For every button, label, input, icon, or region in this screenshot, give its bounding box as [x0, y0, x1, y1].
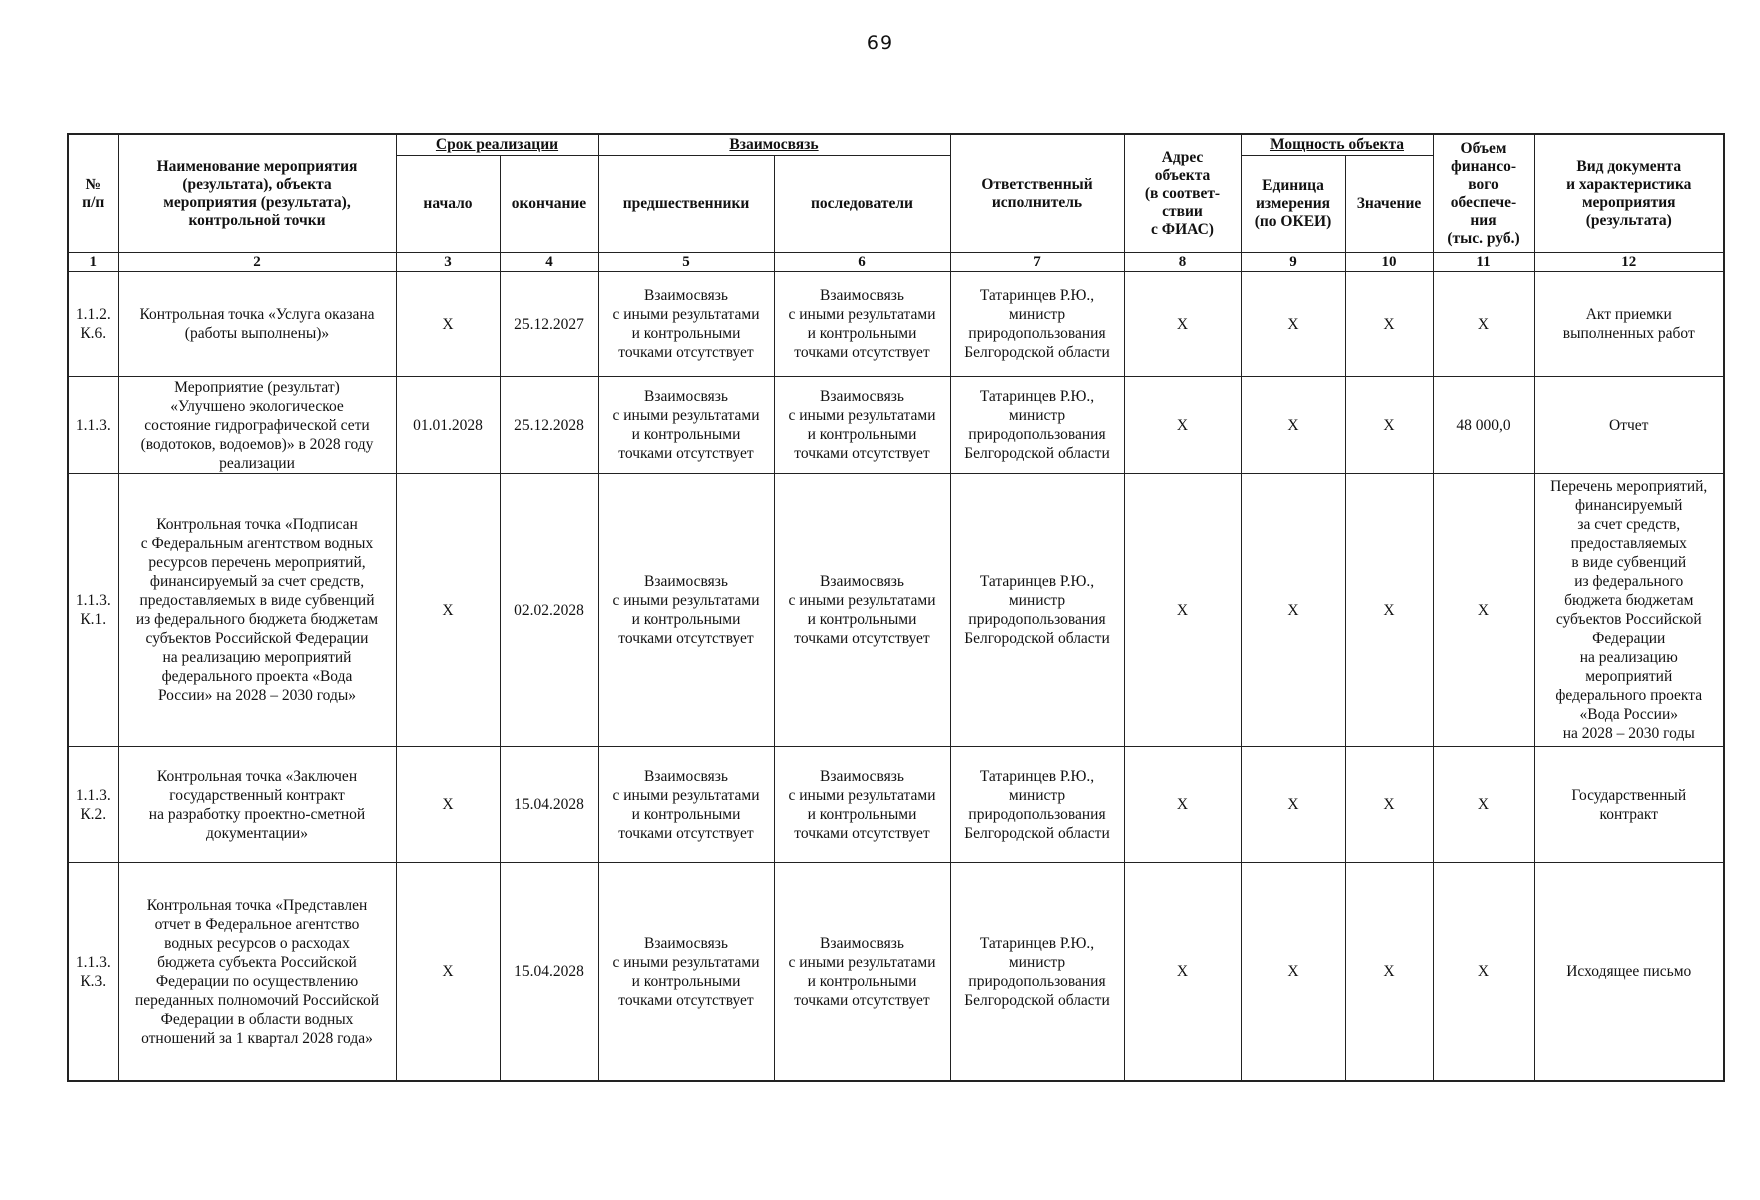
column-number: 10: [1345, 253, 1433, 272]
column-number: 8: [1124, 253, 1241, 272]
cell-line: финансируемый за счет средств,: [149, 573, 365, 590]
cell-line: министр: [1008, 786, 1066, 804]
cell-line: Единица: [1262, 177, 1324, 194]
cell-line: контракт: [1599, 805, 1658, 823]
cell-line: Контрольная точка «Подписан: [156, 516, 358, 533]
cell-line: и контрольными: [807, 426, 917, 443]
row-num: [68, 747, 118, 863]
header-predecessors: предшественники: [598, 156, 774, 253]
cell-line: природопользования: [968, 972, 1106, 990]
header-num: [68, 134, 118, 253]
row-responsible: [950, 747, 1124, 863]
cell-line: Татаринцев Р.Ю.,: [979, 287, 1095, 304]
column-number: 6: [774, 253, 950, 272]
cell-line: (результата): [1585, 211, 1672, 229]
cell-line: предоставляемых: [1570, 535, 1687, 552]
cell-line: мероприятия (результата),: [163, 193, 351, 211]
table-row: [68, 377, 1724, 474]
cell-line: Татаринцев Р.Ю.,: [979, 767, 1095, 785]
row-successors: [774, 272, 950, 377]
row-start: 01.01.2028: [396, 377, 500, 474]
cell-line: с иными результатами: [612, 407, 760, 424]
row-unit: X: [1241, 272, 1345, 377]
cell-line: Взаимосвязь: [644, 287, 728, 304]
cell-line: с иными результатами: [788, 306, 936, 323]
cell-line: и контрольными: [631, 805, 741, 823]
cell-line: Государственный: [1571, 786, 1687, 804]
cell-line: природопользования: [968, 325, 1106, 342]
row-unit: X: [1241, 747, 1345, 863]
table-row: [68, 863, 1724, 1082]
cell-line: Взаимосвязь: [820, 767, 904, 785]
row-address: X: [1124, 272, 1241, 377]
row-name: [118, 474, 396, 747]
header-address: [1124, 134, 1241, 253]
header-period: Срок реализации: [396, 134, 598, 156]
cell-line: с иными результатами: [788, 786, 936, 804]
cell-line: Взаимосвязь: [820, 934, 904, 952]
cell-line: Федерации в области водных: [160, 1010, 354, 1028]
cell-line: Татаринцев Р.Ю.,: [979, 934, 1095, 952]
column-number: 12: [1534, 253, 1724, 272]
header-capacity: Мощность объекта: [1241, 134, 1433, 156]
cell-line: отношений за 1 квартал 2028 года»: [141, 1029, 373, 1047]
row-funding: X: [1433, 272, 1534, 377]
row-unit: X: [1241, 863, 1345, 1082]
cell-line: «Улучшено экологическое: [170, 397, 344, 415]
row-num: [68, 863, 118, 1082]
row-num: [68, 272, 118, 377]
cell-line: ния: [1470, 211, 1497, 229]
row-address: X: [1124, 377, 1241, 474]
cell-line: точками отсутствует: [794, 630, 930, 647]
cell-line: Взаимосвязь: [820, 573, 904, 590]
cell-line: государственный контракт: [169, 786, 345, 804]
row-funding: X: [1433, 747, 1534, 863]
cell-line: Белгородской области: [964, 991, 1110, 1009]
cell-line: на разработку проектно-сметной: [148, 805, 366, 823]
cell-line: бюджета бюджетам: [1564, 592, 1694, 609]
cell-line: с Федеральным агентством водных: [140, 535, 374, 552]
cell-line: объекта: [1154, 166, 1211, 184]
cell-line: Взаимосвязь: [644, 934, 728, 952]
cell-line: с иными результатами: [788, 592, 936, 609]
cell-line: точками отсутствует: [794, 445, 930, 462]
cell-line: министр: [1008, 592, 1066, 609]
column-number: 2: [118, 253, 396, 272]
cell-line: России» на 2028 – 2030 годы»: [157, 687, 357, 704]
header-start: начало: [396, 156, 500, 253]
cell-line: и контрольными: [807, 972, 917, 990]
cell-line: переданных полномочий Российской: [134, 991, 380, 1009]
cell-line: бюджета субъекта Российской: [157, 953, 357, 971]
cell-line: Акт приемки: [1585, 306, 1672, 323]
cell-line: Татаринцев Р.Ю.,: [979, 573, 1095, 590]
row-successors: [774, 863, 950, 1082]
row-unit: X: [1241, 474, 1345, 747]
row-value: X: [1345, 747, 1433, 863]
cell-line: природопользования: [968, 805, 1106, 823]
row-start: X: [396, 863, 500, 1082]
row-funding: 48 000,0: [1433, 377, 1534, 474]
cell-line: и контрольными: [807, 805, 917, 823]
cell-line: федерального проекта: [1555, 687, 1703, 704]
row-start: X: [396, 272, 500, 377]
cell-line: и контрольными: [631, 972, 741, 990]
cell-line: Ответственный: [981, 175, 1093, 193]
column-number: 11: [1433, 253, 1534, 272]
cell-line: К.2.: [80, 805, 107, 823]
table-row: [68, 747, 1724, 863]
cell-line: (по ОКЕИ): [1254, 213, 1332, 230]
row-successors: [774, 474, 950, 747]
cell-line: Мероприятие (результат): [174, 378, 340, 396]
cell-line: Взаимосвязь: [820, 388, 904, 405]
row-predecessors: [598, 377, 774, 474]
cell-line: точками отсутствует: [618, 445, 754, 462]
cell-line: точками отсутствует: [618, 991, 754, 1009]
cell-line: с ФИАС): [1151, 220, 1214, 238]
cell-line: ствии: [1162, 202, 1203, 220]
cell-line: 1.1.3.: [75, 416, 111, 434]
cell-line: К.3.: [80, 972, 107, 990]
cell-line: и контрольными: [807, 611, 917, 628]
cell-line: документации»: [206, 824, 308, 842]
cell-line: Контрольная точка «Услуга оказана: [139, 306, 375, 323]
cell-line: Взаимосвязь: [644, 767, 728, 785]
header-link: Взаимосвязь: [598, 134, 950, 156]
row-responsible: [950, 377, 1124, 474]
cell-line: Наименование мероприятия: [156, 157, 358, 175]
cell-line: Исходящее письмо: [1566, 963, 1692, 980]
cell-line: выполненных работ: [1562, 325, 1695, 342]
column-numbers-row: [68, 253, 1724, 272]
cell-line: 1.1.2.: [75, 306, 111, 323]
row-predecessors: [598, 474, 774, 747]
row-responsible: [950, 863, 1124, 1082]
cell-line: Татаринцев Р.Ю.,: [979, 388, 1095, 405]
cell-line: с иными результатами: [612, 306, 760, 323]
cell-line: измерения: [1255, 195, 1331, 212]
row-name: [118, 377, 396, 474]
cell-line: на реализацию мероприятий: [162, 649, 352, 666]
cell-line: точками отсутствует: [618, 630, 754, 647]
cell-line: природопользования: [968, 426, 1106, 443]
row-end: 25.12.2028: [500, 377, 598, 474]
header-end: окончание: [500, 156, 598, 253]
cell-line: природопользования: [968, 611, 1106, 628]
plan-table: [67, 133, 1725, 1082]
cell-line: водных ресурсов о расходах: [164, 934, 350, 952]
cell-line: субъектов Российской Федерации: [145, 630, 369, 647]
cell-line: с иными результатами: [612, 786, 760, 804]
row-responsible: [950, 474, 1124, 747]
row-unit: X: [1241, 377, 1345, 474]
column-number: 9: [1241, 253, 1345, 272]
cell-line: с иными результатами: [612, 592, 760, 609]
row-predecessors: [598, 747, 774, 863]
cell-line: субъектов Российской: [1555, 611, 1702, 628]
cell-line: и контрольными: [631, 325, 741, 342]
cell-line: состояние гидрографической сети: [144, 416, 370, 434]
cell-line: с иными результатами: [612, 953, 760, 971]
cell-line: (тыс. руб.): [1447, 229, 1520, 247]
column-number: 4: [500, 253, 598, 272]
column-number: 1: [68, 253, 118, 272]
header-successors: последователи: [774, 156, 950, 253]
row-predecessors: [598, 863, 774, 1082]
cell-line: Взаимосвязь: [644, 573, 728, 590]
row-successors: [774, 747, 950, 863]
row-end: 25.12.2027: [500, 272, 598, 377]
cell-line: Взаимосвязь: [644, 388, 728, 405]
cell-line: (результата), объекта: [182, 175, 332, 193]
cell-line: в виде субвенций: [1571, 554, 1687, 571]
cell-line: Объем: [1460, 139, 1507, 157]
cell-line: и контрольными: [631, 611, 741, 628]
cell-line: Белгородской области: [964, 824, 1110, 842]
cell-line: «Вода России»: [1579, 706, 1678, 723]
cell-line: из федерального: [1574, 573, 1684, 590]
cell-line: на реализацию: [1579, 649, 1678, 666]
cell-line: за счет средств,: [1577, 516, 1681, 533]
cell-line: исполнитель: [991, 193, 1083, 211]
cell-line: точками отсутствует: [618, 824, 754, 842]
cell-line: отчет в Федеральное агентство: [154, 915, 360, 933]
cell-line: с иными результатами: [788, 953, 936, 971]
cell-line: финансо-: [1450, 157, 1517, 175]
cell-line: Белгородской области: [964, 445, 1110, 462]
column-number: 7: [950, 253, 1124, 272]
row-address: X: [1124, 747, 1241, 863]
row-value: X: [1345, 863, 1433, 1082]
cell-line: п/п: [82, 193, 105, 211]
row-name: [118, 863, 396, 1082]
row-successors: [774, 377, 950, 474]
cell-line: точками отсутствует: [794, 991, 930, 1009]
cell-line: №: [85, 175, 102, 193]
row-num: [68, 474, 118, 747]
row-predecessors: [598, 272, 774, 377]
table-row: [68, 272, 1724, 377]
cell-line: ресурсов перечень мероприятий,: [148, 554, 366, 571]
row-start: X: [396, 474, 500, 747]
cell-line: контрольной точки: [188, 211, 326, 229]
cell-line: Белгородской области: [964, 344, 1110, 361]
cell-line: мероприятия: [1581, 193, 1676, 211]
row-value: X: [1345, 474, 1433, 747]
row-doc-type: [1534, 747, 1724, 863]
cell-line: на 2028 – 2030 годы: [1562, 725, 1695, 742]
cell-line: министр: [1008, 407, 1066, 424]
cell-line: Контрольная точка «Представлен: [146, 896, 368, 914]
header-funding: [1433, 134, 1534, 253]
row-value: X: [1345, 377, 1433, 474]
cell-line: точками отсутствует: [794, 824, 930, 842]
row-end: 15.04.2028: [500, 863, 598, 1082]
row-end: 02.02.2028: [500, 474, 598, 747]
cell-line: Вид документа: [1576, 157, 1682, 175]
cell-line: Федерации: [1592, 630, 1666, 647]
row-value: X: [1345, 272, 1433, 377]
column-number: 3: [396, 253, 500, 272]
cell-line: Белгородской области: [964, 630, 1110, 647]
cell-line: точками отсутствует: [794, 344, 930, 361]
cell-line: 1.1.3.: [75, 592, 111, 609]
cell-line: министр: [1008, 306, 1066, 323]
header-doc-type: [1534, 134, 1724, 253]
cell-line: К.1.: [80, 611, 107, 628]
cell-line: (водотоков, водоемов)» в 2028 году: [140, 435, 374, 453]
cell-line: предоставляемых в виде субвенций: [139, 592, 375, 609]
cell-line: министр: [1008, 953, 1066, 971]
cell-line: финансируемый: [1575, 497, 1683, 514]
header-unit: [1241, 156, 1345, 253]
row-responsible: [950, 272, 1124, 377]
cell-line: и характеристика: [1566, 175, 1692, 193]
row-num: [68, 377, 118, 474]
cell-line: Адрес: [1161, 148, 1204, 166]
cell-line: с иными результатами: [788, 407, 936, 424]
cell-line: и контрольными: [807, 325, 917, 342]
row-name: [118, 747, 396, 863]
cell-line: из федерального бюджета бюджетам: [135, 611, 379, 628]
page-number: 69: [866, 32, 894, 54]
row-funding: X: [1433, 474, 1534, 747]
cell-line: Федерации по осуществлению: [155, 972, 359, 990]
cell-line: К.6.: [80, 325, 107, 342]
header-value: Значение: [1345, 156, 1433, 253]
column-number: 5: [598, 253, 774, 272]
cell-line: и контрольными: [631, 426, 741, 443]
header-responsible: [950, 134, 1124, 253]
cell-line: Контрольная точка «Заключен: [156, 767, 358, 785]
row-doc-type: [1534, 377, 1724, 474]
row-name: [118, 272, 396, 377]
cell-line: Отчет: [1609, 416, 1649, 434]
row-doc-type: [1534, 863, 1724, 1082]
cell-line: обеспече-: [1450, 193, 1517, 211]
cell-line: точками отсутствует: [618, 344, 754, 361]
cell-line: федерального проекта «Вода: [161, 668, 353, 685]
cell-line: Взаимосвязь: [820, 287, 904, 304]
row-doc-type: [1534, 474, 1724, 747]
row-end: 15.04.2028: [500, 747, 598, 863]
row-address: X: [1124, 474, 1241, 747]
cell-line: вого: [1468, 175, 1499, 193]
cell-line: мероприятий: [1585, 668, 1673, 685]
row-doc-type: [1534, 272, 1724, 377]
row-funding: X: [1433, 863, 1534, 1082]
table-row: [68, 474, 1724, 747]
cell-line: 1.1.3.: [75, 786, 111, 804]
header-name: [118, 134, 396, 253]
cell-line: 1.1.3.: [75, 953, 111, 971]
cell-line: (в соответ-: [1144, 184, 1221, 202]
row-address: X: [1124, 863, 1241, 1082]
cell-line: Перечень мероприятий,: [1550, 478, 1708, 495]
cell-line: реализации: [219, 454, 295, 472]
row-start: X: [396, 747, 500, 863]
cell-line: (работы выполнены)»: [184, 325, 330, 342]
